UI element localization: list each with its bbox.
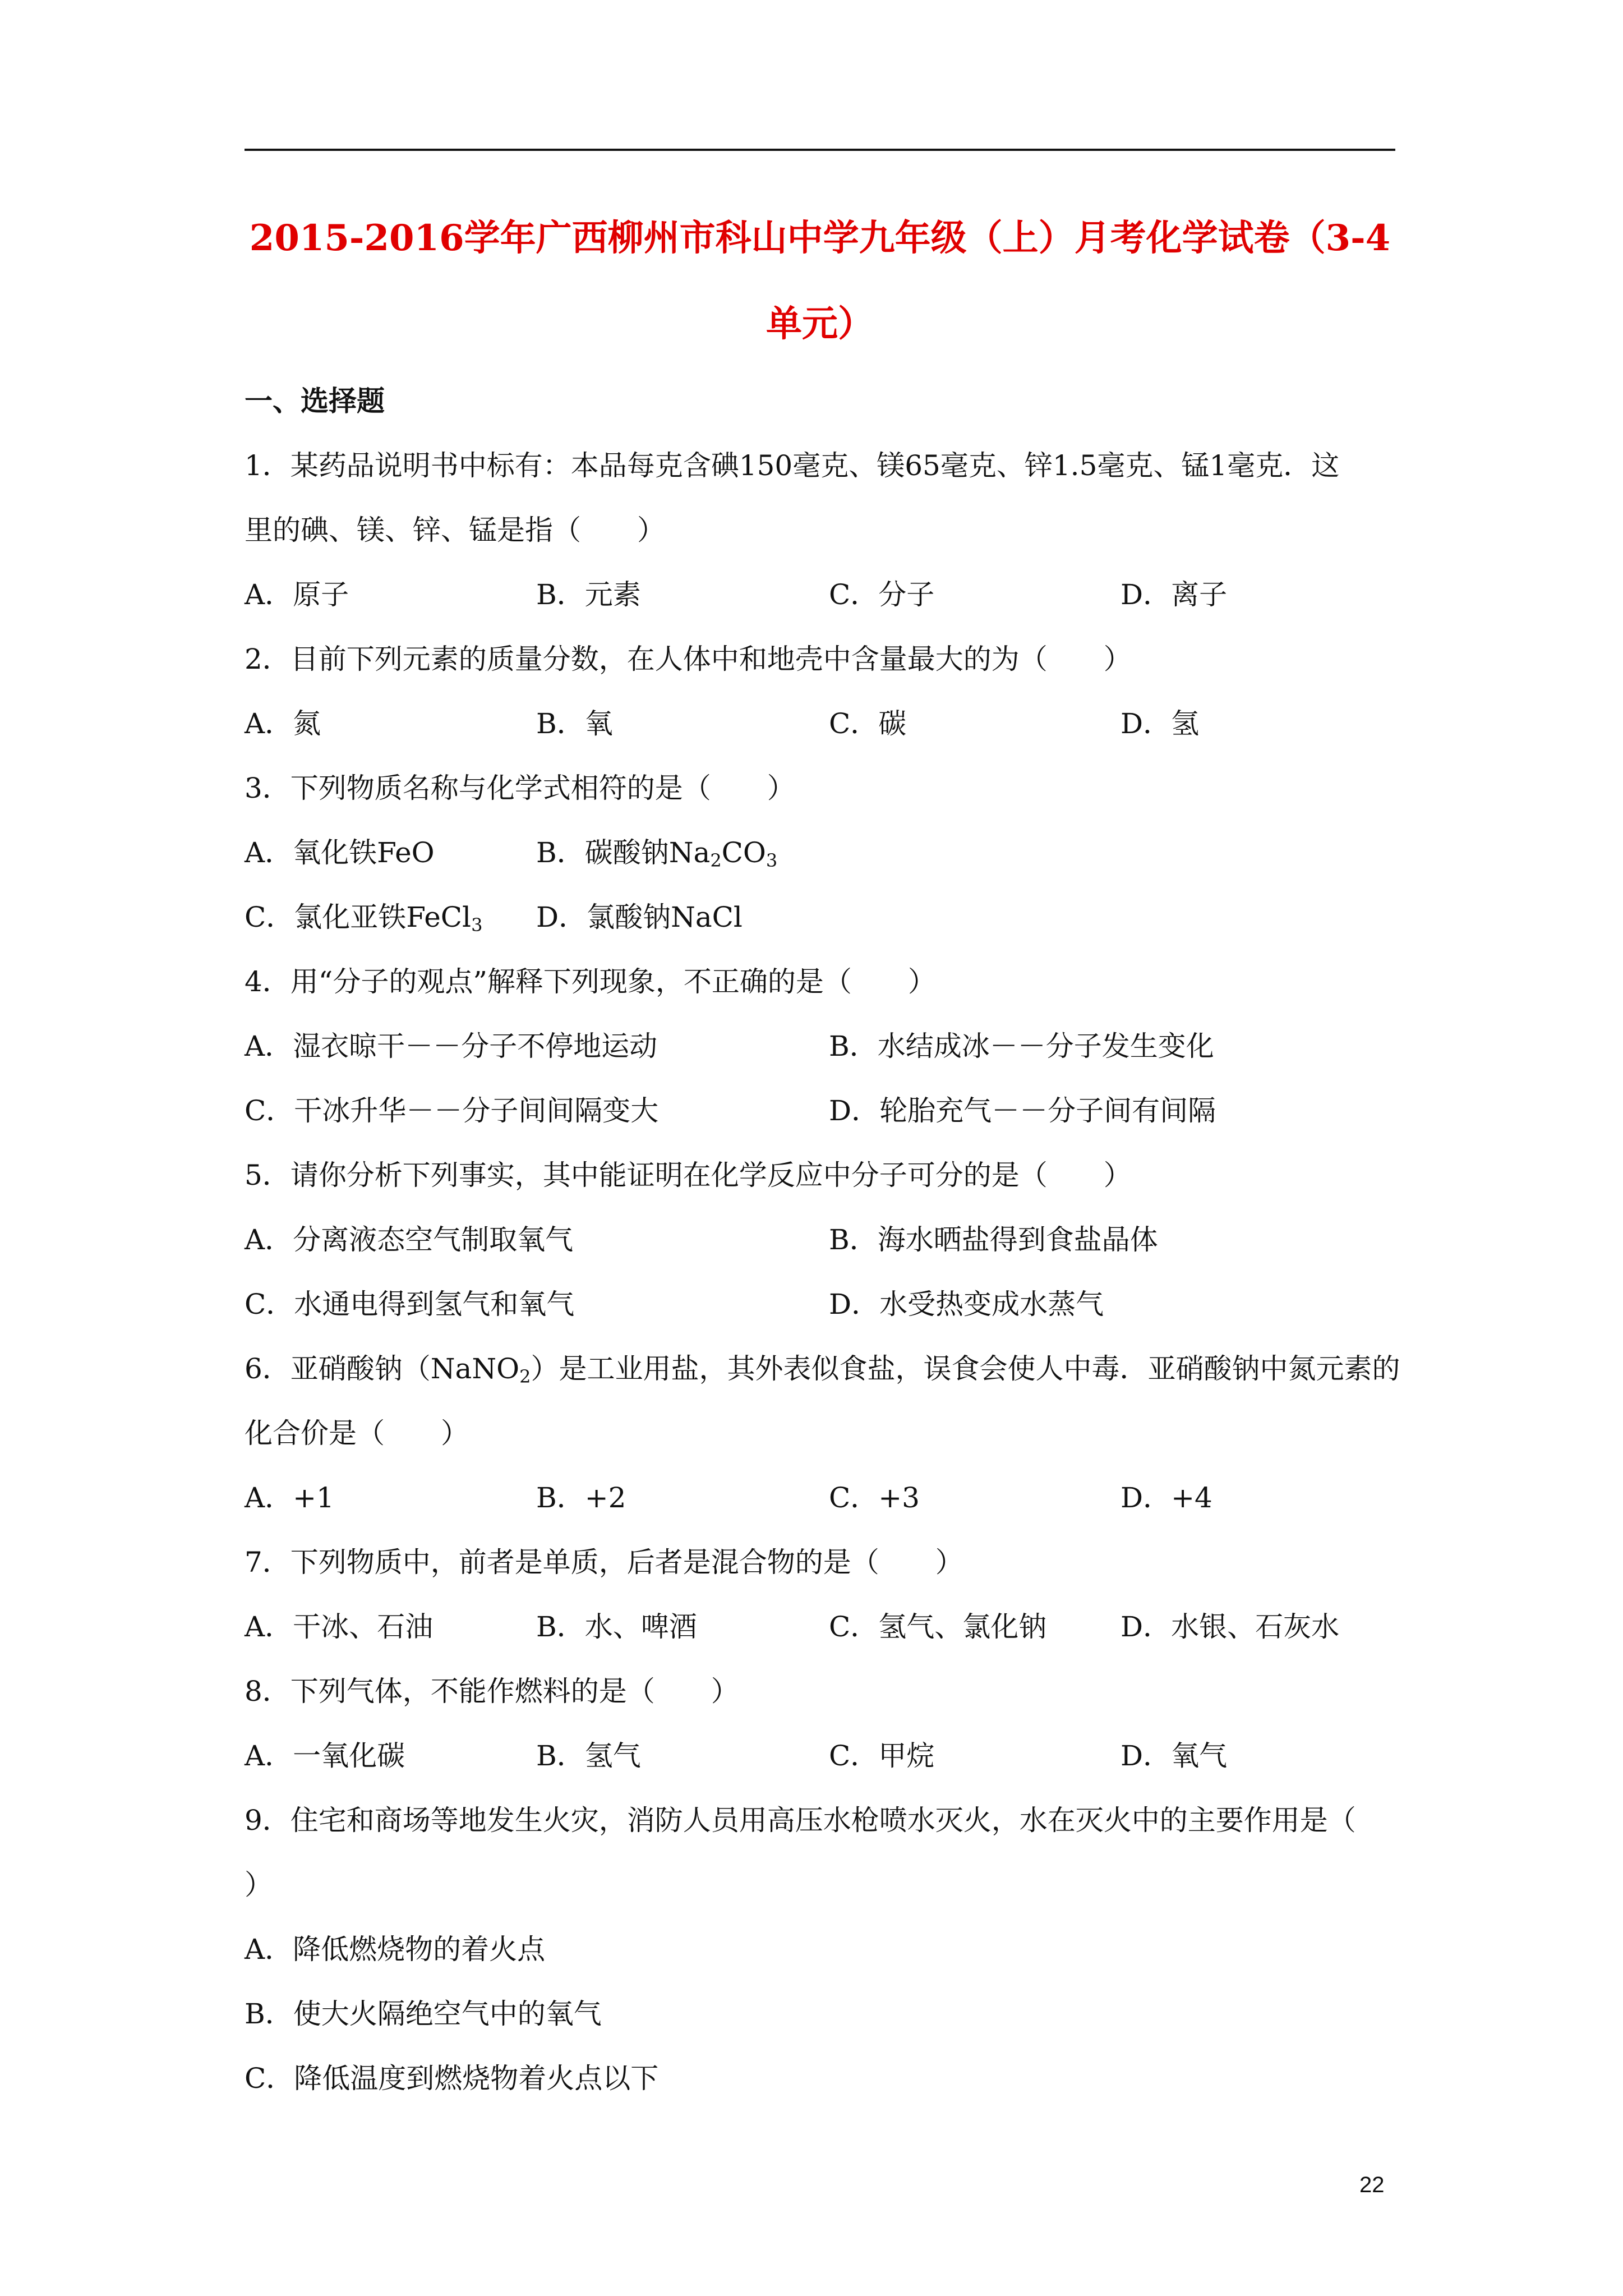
- q8-stem: 8．下列气体，不能作燃料的是（ ）: [245, 1675, 739, 1708]
- q6-stem-subscript: 2: [519, 1366, 531, 1387]
- q4-option-d: D．轮胎充气－－分子间有间隔: [829, 1094, 1216, 1127]
- q6-option-d: D．+4: [1121, 1481, 1212, 1514]
- q3-option-b-subscript-1: 2: [710, 850, 722, 871]
- q1-option-b: B．元素: [536, 578, 641, 611]
- q6-stem-line-1: [245, 1352, 1400, 1393]
- q1-option-d: D．离子: [1121, 578, 1228, 611]
- q4-option-c: C．干冰升华－－分子间间隔变大: [245, 1094, 659, 1127]
- q3-option-a: A．氧化铁FeO: [245, 836, 435, 869]
- q4-stem: 4．用“分子的观点”解释下列现象，不正确的是（ ）: [245, 965, 936, 998]
- q5-stem: 5．请你分析下列事实，其中能证明在化学反应中分子可分的是（ ）: [245, 1159, 1132, 1191]
- exam-title-line-1: 2015-2016学年广西柳州市科山中学九年级（上）月考化学试卷（3-4: [249, 217, 1391, 259]
- q9-stem-line-1: 9．住宅和商场等地发生火灾，消防人员用高压水枪喷水灭火，水在灭火中的主要作用是（: [245, 1804, 1356, 1837]
- q1-stem-line-1: 1．某药品说明书中标有：本品每克含碘150毫克、镁65毫克、锌1.5毫克、锰1毫克．这: [245, 449, 1340, 482]
- q2-option-a: A．氮: [245, 707, 321, 740]
- q2-stem: 2．目前下列元素的质量分数，在人体中和地壳中含量最大的为（ ）: [245, 643, 1132, 675]
- q4-option-b: B．水结成冰－－分子发生变化: [829, 1030, 1214, 1062]
- q6-stem-text: 6．亚硝酸钠（NaNO: [245, 1352, 520, 1385]
- q9-option-c: C．降低温度到燃烧物着火点以下: [245, 2062, 659, 2095]
- q6-option-c: C．+3: [829, 1481, 920, 1514]
- q8-option-a: A．一氧化碳: [245, 1740, 405, 1772]
- q6-option-b: B．+2: [536, 1481, 626, 1514]
- q5-option-a: A．分离液态空气制取氧气: [245, 1223, 574, 1256]
- q7-stem: 7．下列物质中，前者是单质，后者是混合物的是（ ）: [245, 1546, 963, 1579]
- q3-option-c: [245, 900, 482, 942]
- q7-option-a: A．干冰、石油: [245, 1611, 434, 1643]
- header-rule: [245, 149, 1395, 151]
- q9-stem-line-2: ）: [245, 1869, 273, 1901]
- q2-option-b: B．氧: [536, 707, 613, 740]
- q4-option-a: A．湿衣晾干－－分子不停地运动: [245, 1030, 658, 1062]
- section-heading: 一、选择题: [245, 384, 385, 417]
- q3-stem: 3．下列物质名称与化学式相符的是（ ）: [245, 772, 795, 804]
- q3-option-c-text: C．氯化亚铁FeCl: [245, 901, 472, 933]
- q5-option-d: D．水受热变成水蒸气: [829, 1288, 1104, 1320]
- q3-option-b: [536, 836, 777, 877]
- q3-option-b-text-2: CO: [721, 836, 766, 869]
- q1-stem-line-2: 里的碘、镁、锌、锰是指（ ）: [245, 514, 665, 546]
- q5-option-b: B．海水晒盐得到食盐晶体: [829, 1223, 1158, 1256]
- q8-option-c: C．甲烷: [829, 1740, 935, 1772]
- q9-option-b: B．使大火隔绝空气中的氧气: [245, 1998, 602, 2030]
- exam-title-line-2: 单元）: [766, 303, 874, 345]
- q6-stem-text-2: ）是工业用盐，其外表似食盐，误食会使人中毒．亚硝酸钠中氮元素的: [531, 1352, 1400, 1385]
- q7-option-b: B．水、啤酒: [536, 1611, 697, 1643]
- q8-option-b: B．氢气: [536, 1740, 641, 1772]
- q1-option-c: C．分子: [829, 578, 935, 611]
- q5-option-c: C．水通电得到氢气和氧气: [245, 1288, 575, 1320]
- q3-option-b-subscript-2: 3: [766, 850, 778, 871]
- q6-stem-line-2: 化合价是（ ）: [245, 1417, 469, 1450]
- q9-option-a: A．降低燃烧物的着火点: [245, 1933, 546, 1966]
- q7-option-d: D．水银、石灰水: [1121, 1611, 1340, 1643]
- q6-option-a: A．+1: [245, 1481, 334, 1514]
- q7-option-c: C．氢气、氯化钠: [829, 1611, 1047, 1643]
- q2-option-c: C．碳: [829, 707, 907, 740]
- page-number: 22: [1359, 2173, 1385, 2197]
- q3-option-b-text: B．碳酸钠Na: [536, 836, 711, 869]
- q3-option-c-subscript: 3: [471, 914, 483, 936]
- q1-option-a: A．原子: [245, 578, 349, 611]
- q3-option-d: D．氯酸钠NaCl: [536, 901, 743, 933]
- q2-option-d: D．氢: [1121, 707, 1200, 740]
- q8-option-d: D．氧气: [1121, 1740, 1228, 1772]
